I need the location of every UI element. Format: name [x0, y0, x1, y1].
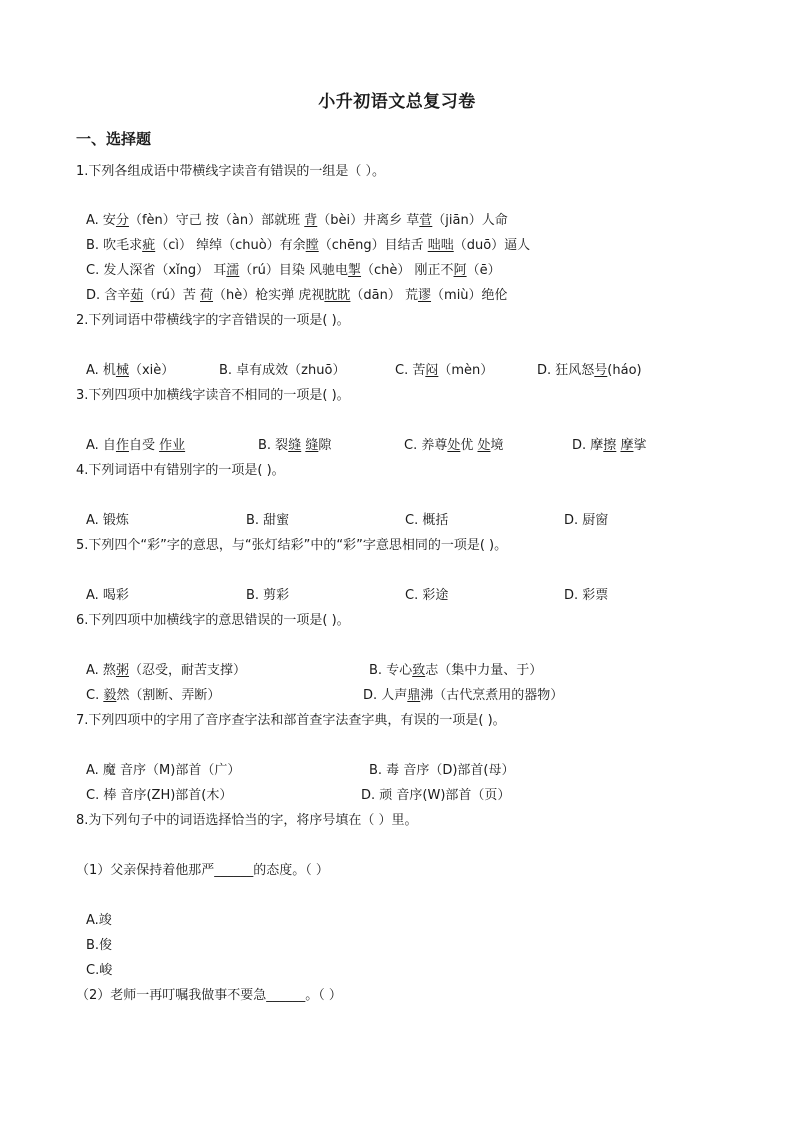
question-1-option-a[interactable]: A. 安分（fèn）守己 按（àn）部就班 背（bèi）井离乡 草菅（jiān）人命 [86, 213, 508, 228]
question-4-option-d[interactable]: D. 厨窗 [564, 513, 609, 528]
question-4-option-a[interactable]: A. 锻炼 [86, 513, 129, 528]
question-8-sub-1-option-a[interactable]: A.竣 [86, 913, 112, 928]
question-3-option-d[interactable]: D. 摩擦 摩挲 [572, 438, 647, 453]
question-8-sub-2: （2）老师一再叮嘱我做事不要急______。（ ） [76, 988, 342, 1003]
question-7-option-c[interactable]: C. 棒 音序(ZH)部首(木） [86, 788, 233, 803]
question-2-option-d[interactable]: D. 狂风怒号(háo) [537, 363, 642, 378]
question-3-option-c[interactable]: C. 养尊处优 处境 [404, 438, 504, 453]
question-5-stem: 5.下列四个“彩”字的意思，与“张灯结彩”中的“彩”字意思相同的一项是( )。 [76, 538, 508, 553]
question-3-option-a[interactable]: A. 自作自受 作业 [86, 438, 186, 453]
question-3-option-b[interactable]: B. 裂缝 缝隙 [258, 438, 332, 453]
question-4-option-b[interactable]: B. 甜蜜 [246, 513, 290, 528]
question-7-stem: 7.下列四项中的字用了音序查字法和部首查字法查字典，有误的一项是( )。 [76, 713, 506, 728]
question-8-stem: 8.为下列句子中的词语选择恰当的字，将序号填在（ ）里。 [76, 813, 418, 828]
page-title: 小升初语文总复习卷 [318, 92, 476, 112]
question-6-option-c[interactable]: C. 毅然（割断、弄断） [86, 688, 221, 703]
question-2-option-b[interactable]: B. 卓有成效（zhuō） [219, 363, 346, 378]
question-6-option-b[interactable]: B. 专心致志（集中力量、于） [369, 663, 543, 678]
question-6-option-d[interactable]: D. 人声鼎沸（古代烹煮用的器物） [363, 688, 564, 703]
question-8-sub-1-option-c[interactable]: C.峻 [86, 963, 113, 978]
question-7-option-a[interactable]: A. 魔 音序（M)部首（广） [86, 763, 241, 778]
question-2-option-a[interactable]: A. 机械（xiè） [86, 363, 175, 378]
question-1-stem: 1.下列各组成语中带横线字读音有错误的一组是（ ）。 [76, 164, 386, 179]
question-4-option-c[interactable]: C. 概括 [405, 513, 449, 528]
question-1-option-b[interactable]: B. 吹毛求疵（cì） 绰绰（chuò）有余瞠（chēng）目结舌 咄咄（duō）逼人 [86, 238, 531, 253]
question-5-option-b[interactable]: B. 剪彩 [246, 588, 290, 603]
question-2-option-c[interactable]: C. 苦闷（mèn） [395, 363, 494, 378]
section-heading: 一、选择题 [76, 130, 152, 148]
question-5-option-c[interactable]: C. 彩途 [405, 588, 449, 603]
question-6-option-a[interactable]: A. 熬粥（忍受，耐苦支撑） [86, 663, 246, 678]
question-3-stem: 3.下列四项中加横线字读音不相同的一项是( )。 [76, 388, 350, 403]
question-8-sub-1-option-b[interactable]: B.俊 [86, 938, 113, 953]
question-7-option-b[interactable]: B. 毒 音序（D)部首(母） [369, 763, 515, 778]
question-1-option-c[interactable]: C. 发人深省（xǐng） 耳濡（rú）目染 风驰电掣（chè） 刚正不阿（ē） [86, 263, 501, 278]
question-8-sub-1: （1）父亲保持着他那严______的态度。（ ） [76, 863, 329, 878]
question-5-option-d[interactable]: D. 彩票 [564, 588, 609, 603]
question-6-stem: 6.下列四项中加横线字的意思错误的一项是( )。 [76, 613, 350, 628]
question-1-option-d[interactable]: D. 含辛茹（rú）苦 荷（hè）枪实弹 虎视眈眈（dān） 荒谬（miù）绝伦 [86, 288, 508, 303]
question-7-option-d[interactable]: D. 顽 音序(W)部首（页） [361, 788, 511, 803]
question-2-stem: 2.下列词语中带横线字的字音错误的一项是( )。 [76, 313, 350, 328]
question-4-stem: 4.下列词语中有错别字的一项是( )。 [76, 463, 285, 478]
question-5-option-a[interactable]: A. 喝彩 [86, 588, 129, 603]
